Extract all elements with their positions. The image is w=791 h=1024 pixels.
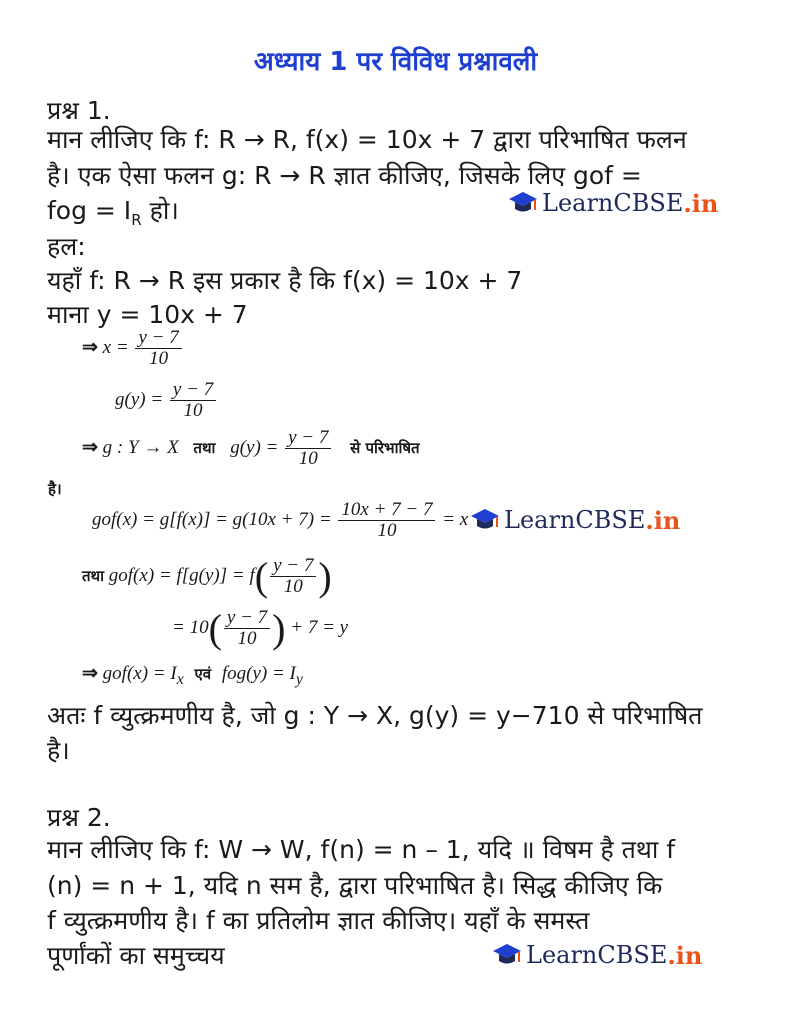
subscript-y: y <box>295 670 303 688</box>
fraction <box>285 428 331 469</box>
math-step-g-map <box>82 428 420 469</box>
fraction-denominator: 10 <box>283 576 303 597</box>
question-2-line-1: मान लीजिए कि f: W → W, f(n) = n – 1, यदि ॥ विषम है तथा f <box>47 835 676 864</box>
right-paren: ) <box>272 606 286 651</box>
math-step-x <box>82 328 184 369</box>
fraction-denominator: 10 <box>298 448 318 469</box>
graduation-cap-icon <box>470 505 500 535</box>
gof-rhs: = x <box>442 508 469 530</box>
fraction <box>270 556 316 597</box>
fraction-denominator: 10 <box>183 400 203 421</box>
watermark-brand: LearnCBSE <box>504 506 646 534</box>
g-map: g : Y → X <box>102 436 179 458</box>
solution-line-2: माना y = 10x + 7 <box>47 300 248 329</box>
hai-text: है। <box>48 480 62 498</box>
g-y-eq: g(y) = <box>115 388 164 410</box>
watermark-brand: LearnCBSE <box>526 941 668 969</box>
fraction <box>170 380 216 421</box>
watermark-brand: LearnCBSE <box>542 189 684 217</box>
identity-subscript: R <box>131 211 142 229</box>
question-1-line-3-end: हो। <box>141 196 179 225</box>
fraction-denominator: 10 <box>237 628 257 649</box>
evam-text: एवं <box>194 665 212 683</box>
watermark-logo <box>492 940 702 970</box>
fraction <box>224 608 270 649</box>
se-paribhashit-text: से परिभाषित <box>350 438 420 457</box>
implies-arrow: ⇒ <box>82 663 98 684</box>
math-step-gof <box>92 500 468 541</box>
math-step-final <box>82 662 303 689</box>
graduation-cap-icon <box>492 940 522 970</box>
graduation-cap-icon <box>508 188 538 218</box>
implies-arrow: ⇒ <box>82 436 98 458</box>
math-step-eval <box>172 605 348 652</box>
fraction-numerator: y − 7 <box>135 328 181 349</box>
question-2-label: प्रश्न 2. <box>47 803 111 832</box>
watermark-tld: .in <box>683 188 719 218</box>
tatha-text: तथा <box>193 438 216 457</box>
question-1-label: प्रश्न 1. <box>47 96 111 125</box>
question-1-line-3 <box>47 193 179 229</box>
fraction-numerator: y − 7 <box>170 380 216 401</box>
question-1-line-3-text: fog = I <box>47 196 132 225</box>
final-fog: fog(y) = I <box>221 663 296 684</box>
subscript-x: x <box>176 670 184 688</box>
math-step-fog <box>82 553 332 600</box>
page-title: अध्याय 1 पर विविध प्रश्नावली <box>253 47 538 77</box>
math-hai <box>48 478 62 500</box>
solution-line-1: यहाँ f: R → R इस प्रकार है कि f(x) = 10x + 7 <box>47 266 523 295</box>
question-1-line-1: मान लीजिए कि f: R → R, f(x) = 10x + 7 द्वारा परिभाषित फलन <box>47 125 687 154</box>
implies-arrow: ⇒ <box>82 336 98 358</box>
gof-lhs: gof(x) = g[f(x)] = g(10x + 7) = <box>92 508 332 530</box>
eq-10: = 10 <box>172 616 209 638</box>
tatha-text: तथा <box>82 566 105 585</box>
fraction-numerator: y − 7 <box>285 428 331 449</box>
left-paren: ( <box>208 606 222 651</box>
fraction <box>135 328 181 369</box>
watermark-tld: .in <box>645 505 681 535</box>
math-step-g-y <box>115 380 218 421</box>
fraction-numerator: y − 7 <box>270 556 316 577</box>
gof-fraction <box>338 500 435 541</box>
gof-fraction-denominator: 10 <box>377 520 397 541</box>
question-2-line-3: f व्युत्क्रमणीय है। f का प्रतिलोम ज्ञात कीजिए। यहाँ के समस्त <box>47 906 590 935</box>
question-1-line-2: है। एक ऐसा फलन g: R → R ज्ञात कीजिए, जिसके लिए gof = <box>47 161 642 190</box>
x-eq: x = <box>102 336 129 358</box>
watermark-logo <box>508 188 718 218</box>
fraction-numerator: y − 7 <box>224 608 270 629</box>
right-paren: ) <box>318 554 332 599</box>
question-2-line-2: (n) = n + 1, यदि n सम है, द्वारा परिभाषित है। सिद्ध कीजिए कि <box>47 871 663 900</box>
solution-label: हल: <box>47 232 86 261</box>
fraction-denominator: 10 <box>149 348 169 369</box>
watermark-tld: .in <box>667 940 703 970</box>
left-paren: ( <box>254 554 269 599</box>
question-2-line-4: पूर्णांकों का समुच्चय <box>47 941 225 970</box>
fog-lhs: gof(x) = f[g(y)] = f <box>108 564 255 586</box>
watermark-logo <box>470 505 680 535</box>
final-gof: gof(x) = I <box>102 663 177 684</box>
plus-7: + 7 = y <box>290 616 349 638</box>
conclusion-line-2: है। <box>47 736 70 765</box>
conclusion-line-1: अतः f व्युत्क्रमणीय है, जो g : Y → X, g(y) = y−710 से परिभाषित <box>47 701 703 730</box>
gof-fraction-numerator: 10x + 7 − 7 <box>338 500 435 521</box>
g-y-eq: g(y) = <box>230 436 279 458</box>
